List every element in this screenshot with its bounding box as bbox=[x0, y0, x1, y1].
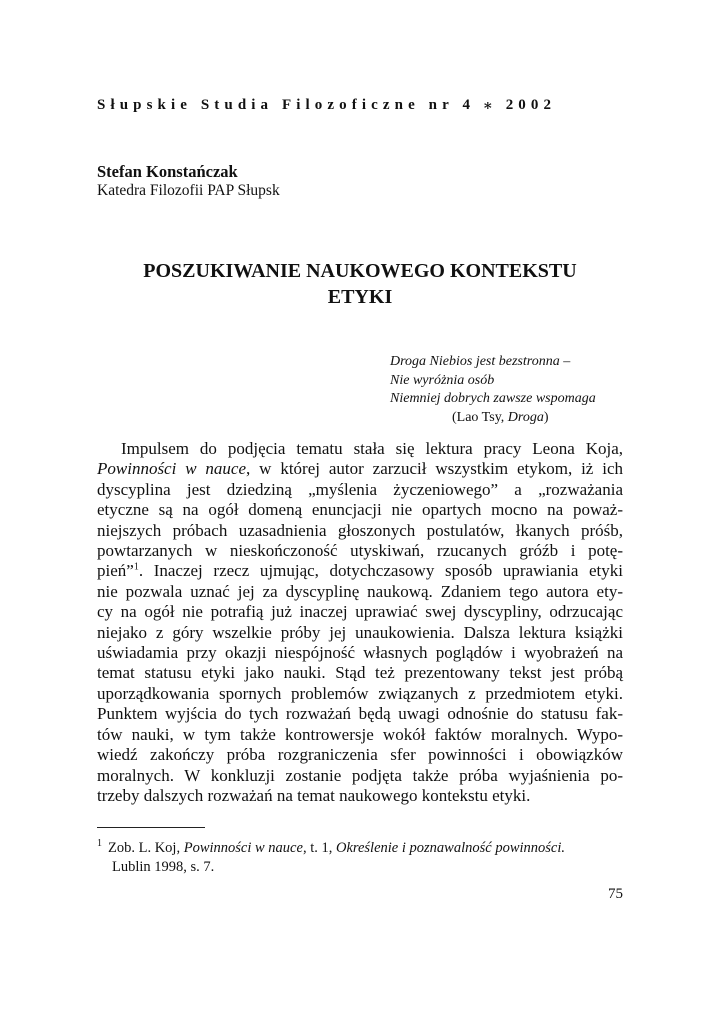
body-line: tów nauki, w tym także kontrowersje wokół faktów moralnych. Wypo- bbox=[97, 724, 623, 744]
body-line: Punktem wyjścia do tych rozważań będą uwagi odnośnie do statusu fak- bbox=[97, 704, 623, 724]
body-line: etyczne są na ogół domeną enuncjacji nie opartych mocno na poważ- bbox=[97, 500, 623, 520]
body-line: cy na ogół nie potrafią już inaczej uprawiać swej dyscypliny, odrzucając bbox=[97, 602, 623, 622]
footnote-text: , t. 1, bbox=[302, 839, 336, 856]
footnote bbox=[97, 834, 623, 877]
epigraph-source-suffix: ) bbox=[543, 409, 549, 425]
footnote-line-2: Lublin 1998, s. 7. bbox=[112, 858, 215, 875]
body-line: wiedź zakończy próba rozgraniczenia sfer powinności i obowiązków bbox=[97, 745, 623, 765]
body-line: moralnych. W konkluzji zostanie podjęta także próba wyjaśnienia po- bbox=[97, 765, 623, 785]
body-line-text: pień” bbox=[97, 561, 134, 581]
body-line: powtarzanych w nieskończoność utyskiwań, rzucanych gróźb i potę- bbox=[97, 541, 623, 561]
footnote-line-1 bbox=[97, 834, 623, 858]
body-line bbox=[97, 561, 623, 581]
journal-header: Słupskie Studia Filozoficzne nr 4 ⁎ 2002 bbox=[97, 97, 557, 113]
epigraph-source-title: Droga bbox=[507, 409, 544, 425]
epigraph-line-1: Droga Niebios jest bezstronna – bbox=[390, 354, 571, 369]
body-line: uporządkowania spornych problemów związanych z przedmiotem etyki. bbox=[97, 683, 623, 703]
footnote-reference[interactable]: 1 bbox=[133, 561, 139, 573]
footnote-marker: 1 bbox=[97, 838, 102, 849]
body-line: Impulsem do podjęcia tematu stała się lektura pracy Leona Koja, bbox=[121, 439, 623, 458]
body-line-text: , w której autor zarzucił wszystkim etykom, iż ich bbox=[246, 459, 623, 479]
footnote-text: Zob. L. Koj, bbox=[108, 839, 184, 856]
article-title bbox=[97, 258, 623, 310]
title-line-2: ETYKI bbox=[327, 286, 393, 308]
body-line bbox=[97, 459, 623, 479]
epigraph bbox=[390, 353, 630, 427]
author-affiliation: Katedra Filozofii PAP Słupsk bbox=[97, 182, 280, 199]
body-line: nie pozwala uznać jej za dyscyplinę naukową. Zdaniem tego autora ety- bbox=[97, 581, 623, 601]
page-number: 75 bbox=[608, 886, 623, 902]
author-name: Stefan Konstańczak bbox=[97, 162, 238, 181]
body-line: temat statusu etyki jako nauki. Stąd też prezentowany tekst jest próbą bbox=[97, 663, 623, 683]
body-line-text: . Inaczej rzecz ujmując, dotychczasowy sposób uprawiania etyki bbox=[138, 561, 623, 581]
body-paragraph bbox=[97, 439, 623, 806]
epigraph-source-prefix: (Lao Tsy, bbox=[452, 409, 508, 425]
body-line: niejszych próbach uzasadnienia głoszonych postulatów, łkanych próśb, bbox=[97, 520, 623, 540]
epigraph-line-2: Nie wyróżnia osób bbox=[390, 372, 495, 388]
footnote-cited-subtitle: Określenie i poznawalność powinności. bbox=[335, 839, 565, 856]
body-line: dyscyplina jest dziedziną „myślenia życzeniowego” a „rozważania bbox=[97, 479, 623, 499]
footnote-divider bbox=[97, 827, 205, 828]
title-line-1: POSZUKIWANIE NAUKOWEGO KONTEKSTU bbox=[143, 260, 577, 282]
epigraph-line-3: Niemniej dobrych zawsze wspomaga bbox=[390, 391, 596, 406]
cited-work-title: Powinności w nauce bbox=[97, 459, 247, 479]
footnote-cited-title: Powinności w nauce bbox=[183, 839, 303, 856]
body-line: uświadamia przy okazji niespójność własnych poglądów i wyobrażeń na bbox=[97, 643, 623, 663]
body-line: niejako z góry wszelkie próby jej unaukowienia. Dalsza lektura książki bbox=[97, 622, 623, 642]
epigraph-source bbox=[390, 409, 630, 428]
body-line: trzeby dalszych rozważań na temat naukowego kontekstu etyki. bbox=[97, 785, 531, 805]
